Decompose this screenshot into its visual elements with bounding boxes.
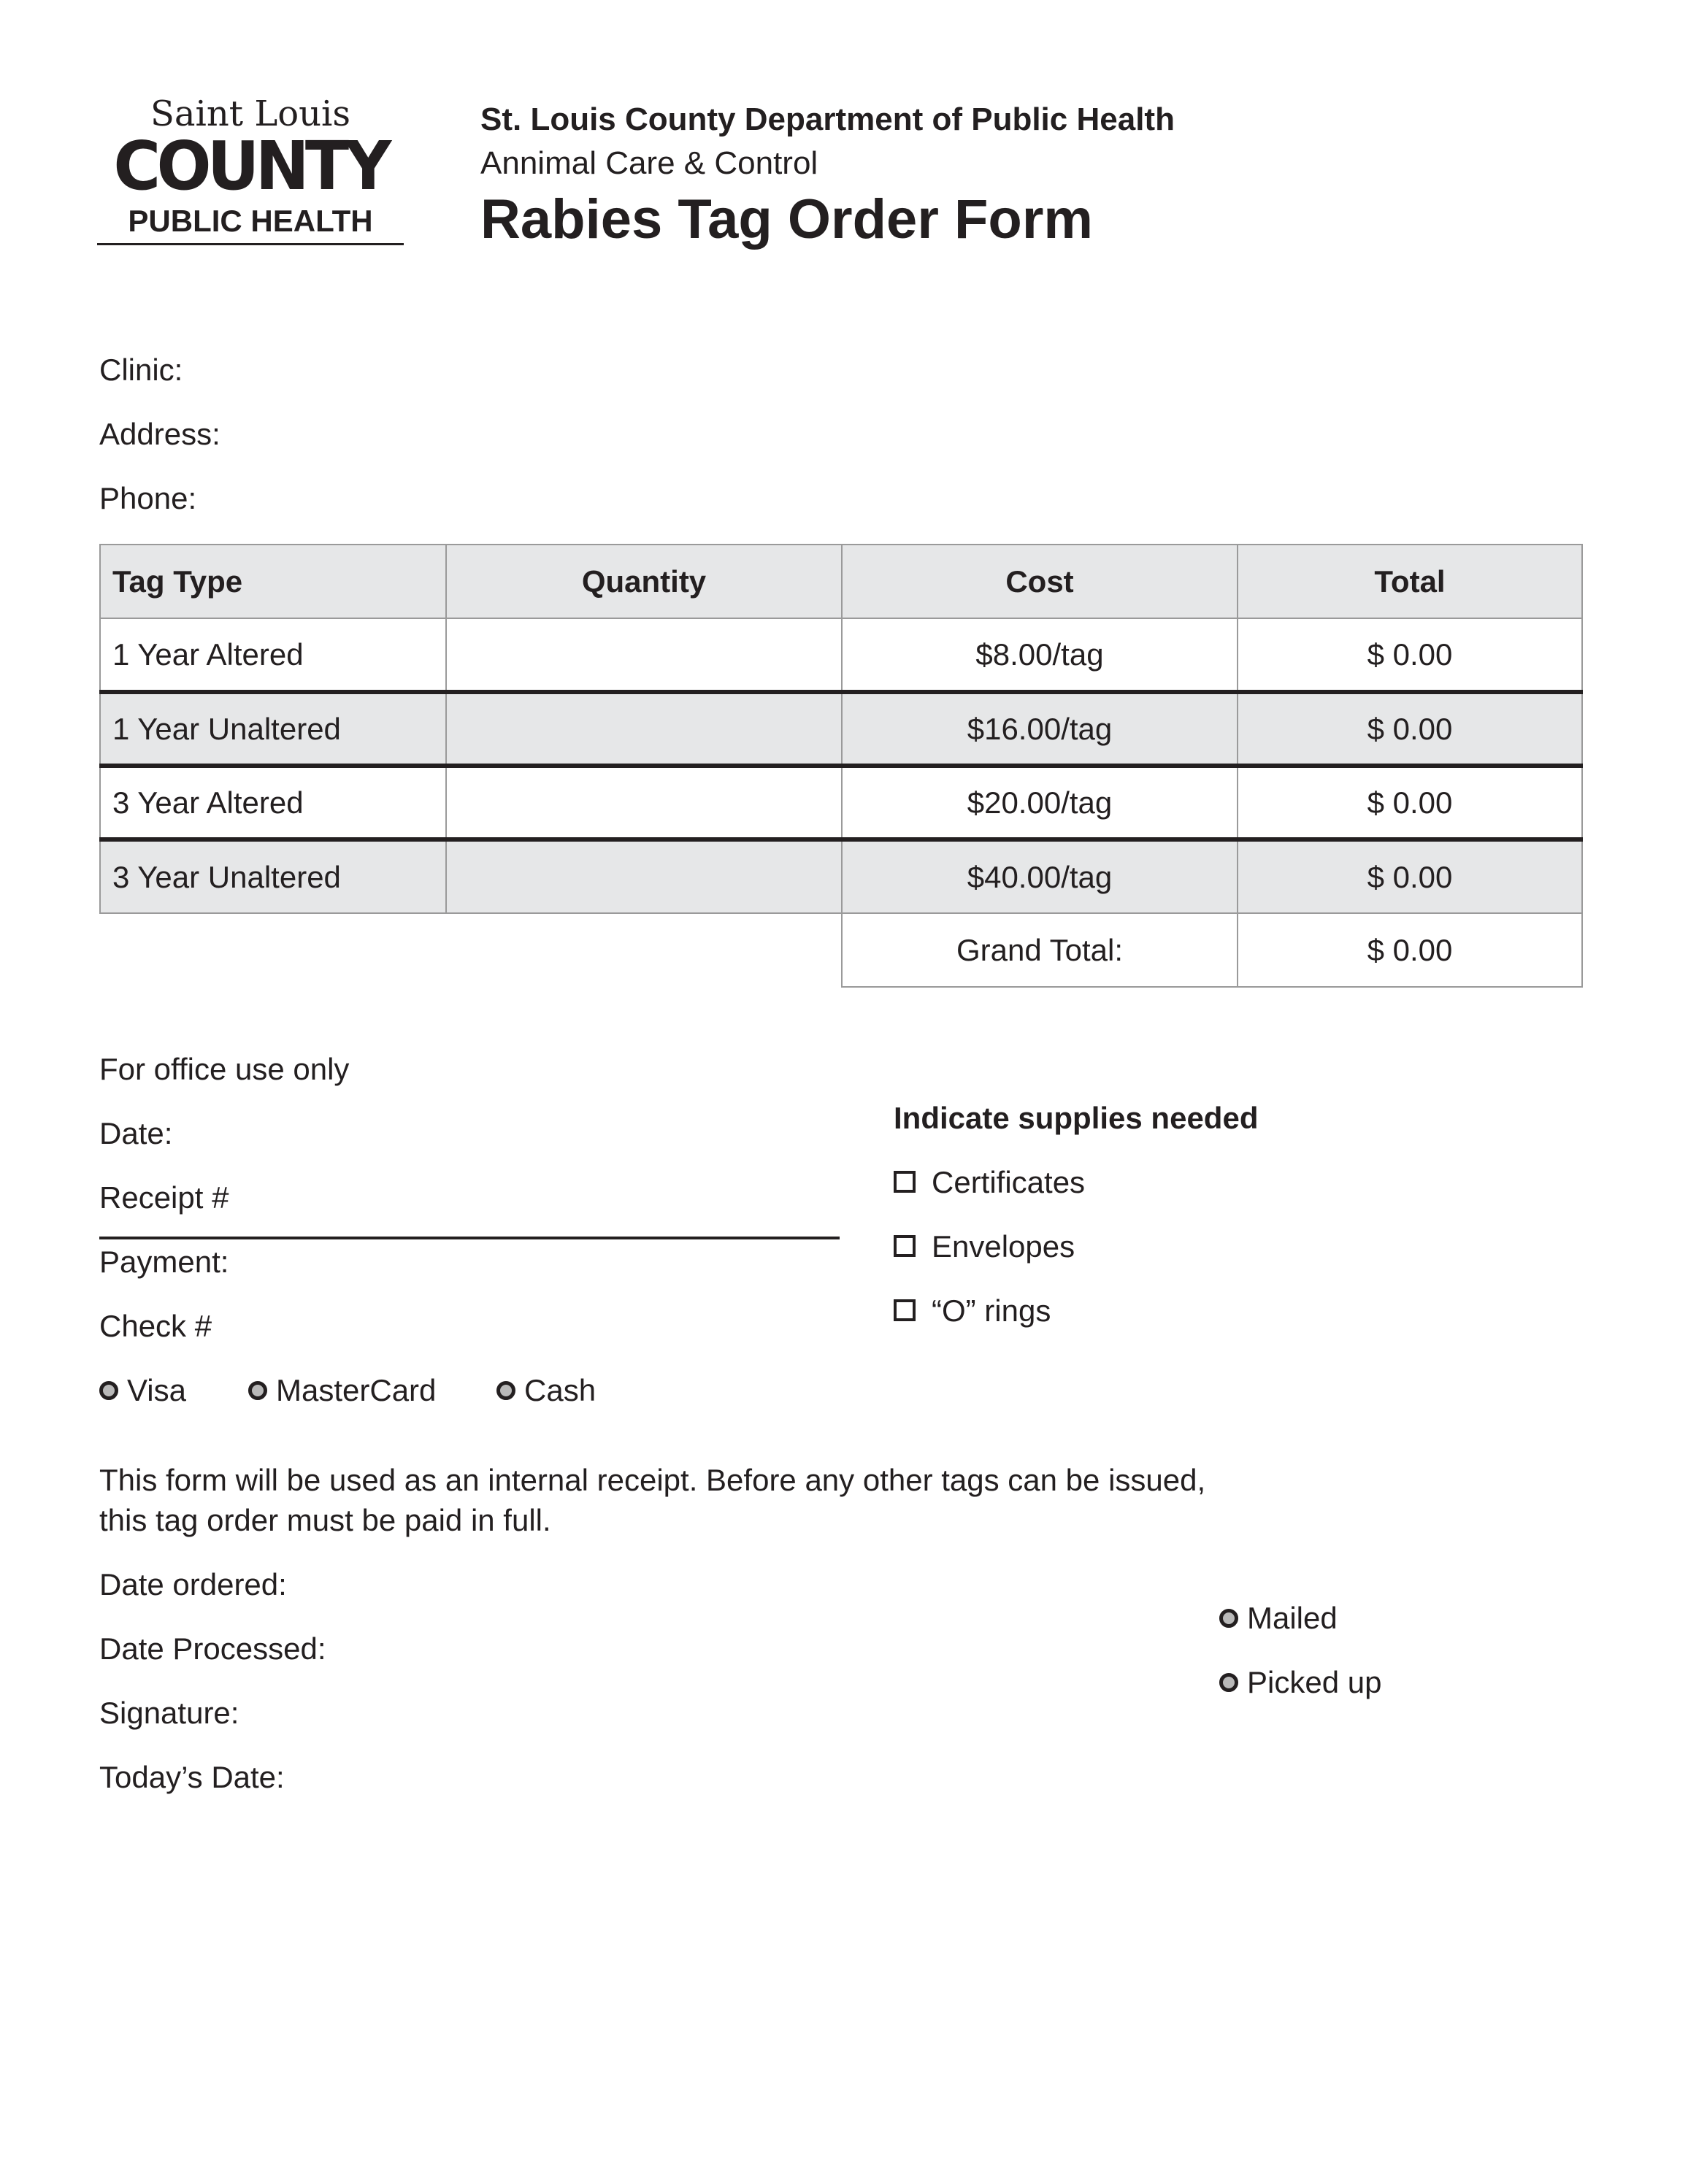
radio-icon[interactable]	[1219, 1609, 1238, 1628]
header-total: Total	[1238, 545, 1582, 618]
quantity-cell[interactable]	[446, 692, 842, 766]
radio-icon[interactable]	[496, 1381, 515, 1400]
grand-total-label: Grand Total:	[842, 913, 1238, 987]
supply-certificates[interactable]	[894, 1164, 1085, 1201]
quantity-input[interactable]	[459, 773, 832, 833]
radio-icon[interactable]	[99, 1381, 118, 1400]
cost-cell: $20.00/tag	[842, 766, 1238, 839]
logo-line-saint-louis: Saint Louis	[150, 93, 350, 134]
blank-cell	[100, 913, 842, 987]
checkbox-icon[interactable]	[894, 1299, 916, 1321]
signature-label: Signature:	[99, 1696, 239, 1730]
total-cell: $ 0.00	[1238, 618, 1582, 692]
radio-icon[interactable]	[1219, 1673, 1238, 1692]
checkbox-icon[interactable]	[894, 1235, 916, 1257]
option-label: Cash	[524, 1373, 596, 1407]
todays-date-label: Today’s Date:	[99, 1760, 285, 1794]
quantity-cell[interactable]	[446, 766, 842, 839]
cost-cell: $16.00/tag	[842, 692, 1238, 766]
clinic-label: Clinic:	[99, 353, 183, 387]
table-row	[100, 839, 1582, 913]
payment-label: Payment:	[99, 1245, 229, 1279]
supply-o-rings[interactable]	[894, 1292, 1051, 1330]
grand-total-row	[100, 913, 1582, 987]
table-row	[100, 618, 1582, 692]
tag-type-cell: 3 Year Unaltered	[100, 839, 446, 913]
quantity-input[interactable]	[459, 699, 832, 759]
phone-label: Phone:	[99, 481, 197, 515]
header-cost: Cost	[842, 545, 1238, 618]
division-name: Annimal Care & Control	[480, 145, 818, 181]
date-ordered-label: Date ordered:	[99, 1567, 287, 1602]
total-cell: $ 0.00	[1238, 692, 1582, 766]
receipt-label: Receipt #	[99, 1180, 229, 1215]
date-processed-label: Date Processed:	[99, 1631, 326, 1666]
quantity-cell[interactable]	[446, 618, 842, 692]
supply-envelopes[interactable]	[894, 1228, 1075, 1266]
total-cell: $ 0.00	[1238, 766, 1582, 839]
quantity-input[interactable]	[459, 625, 832, 685]
radio-icon[interactable]	[248, 1381, 267, 1400]
office-use-heading: For office use only	[99, 1052, 350, 1086]
header-tag-type: Tag Type	[100, 545, 446, 618]
address-label: Address:	[99, 417, 220, 451]
payment-option-mastercard[interactable]	[248, 1372, 436, 1410]
notice-line-2: this tag order must be paid in full.	[99, 1503, 551, 1537]
option-label: Picked up	[1247, 1665, 1382, 1699]
delivery-option-mailed[interactable]	[1219, 1599, 1338, 1637]
payment-option-cash[interactable]	[496, 1372, 596, 1410]
quantity-input[interactable]	[459, 847, 832, 907]
county-logo	[97, 93, 404, 250]
supply-label: Envelopes	[932, 1229, 1075, 1264]
checkbox-icon[interactable]	[894, 1171, 916, 1193]
tag-type-cell: 1 Year Altered	[100, 618, 446, 692]
cost-cell: $8.00/tag	[842, 618, 1238, 692]
supply-label: “O” rings	[932, 1293, 1051, 1328]
grand-total-value: $ 0.00	[1238, 913, 1582, 987]
tag-order-table	[99, 544, 1583, 988]
logo-underline	[97, 243, 404, 245]
supplies-heading: Indicate supplies needed	[894, 1101, 1259, 1135]
form-title: Rabies Tag Order Form	[480, 188, 1094, 250]
option-label: Visa	[127, 1373, 186, 1407]
option-label: MasterCard	[276, 1373, 437, 1407]
tag-type-cell: 1 Year Unaltered	[100, 692, 446, 766]
logo-line-county: COUNTY	[113, 127, 388, 205]
logo-line-public-health: PUBLIC HEALTH	[128, 204, 373, 238]
table-header-row	[100, 545, 1582, 618]
table-row	[100, 692, 1582, 766]
check-number-label: Check #	[99, 1309, 212, 1343]
department-name: St. Louis County Department of Public Health	[480, 101, 1175, 137]
notice-line-1: This form will be used as an internal receipt. Before any other tags can be issued,	[99, 1463, 1206, 1497]
total-cell: $ 0.00	[1238, 839, 1582, 913]
cost-cell: $40.00/tag	[842, 839, 1238, 913]
payment-option-visa[interactable]	[99, 1372, 186, 1410]
supply-label: Certificates	[932, 1165, 1086, 1199]
delivery-option-picked-up[interactable]	[1219, 1664, 1381, 1702]
quantity-cell[interactable]	[446, 839, 842, 913]
tag-type-cell: 3 Year Altered	[100, 766, 446, 839]
table-row	[100, 766, 1582, 839]
date-label: Date:	[99, 1116, 173, 1150]
receipt-divider	[99, 1237, 840, 1239]
option-label: Mailed	[1247, 1601, 1338, 1635]
header-quantity: Quantity	[446, 545, 842, 618]
